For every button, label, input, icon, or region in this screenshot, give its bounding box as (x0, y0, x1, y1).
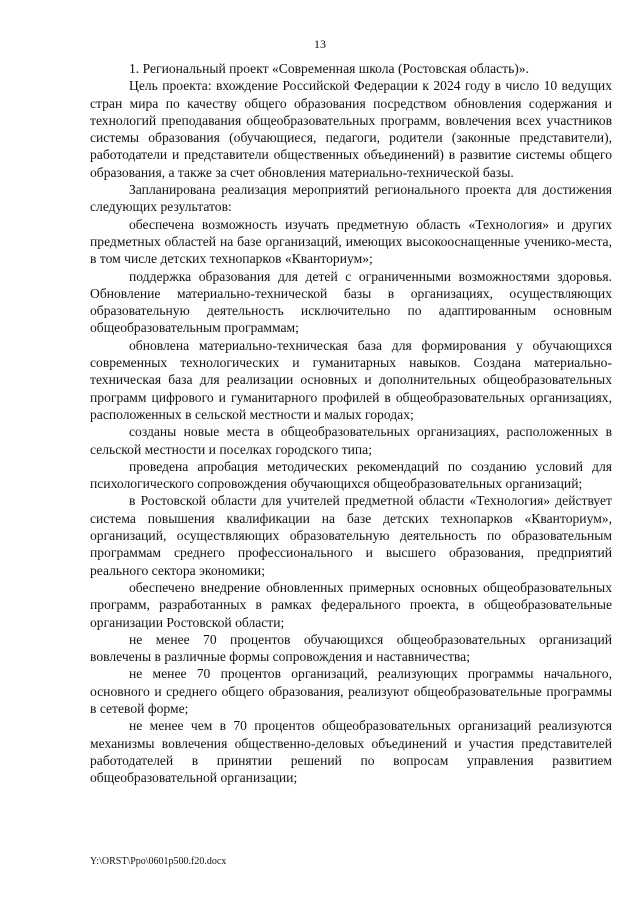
document-body (90, 60, 612, 786)
paragraph-result-psychological-support: проведена апробация методических рекомендаций по созданию условий для психологического сопровождения обучающихся общеобразовательных организаций; (90, 458, 612, 492)
paragraph-result-technology: обеспечена возможность изучать предметную область «Технология» и других предметных областей на базе организаций, имеющих высокооснащенные ученико-места, в том числе детских технопарков «Кванториум»; (90, 216, 612, 267)
page-number: 13 (314, 37, 326, 51)
paragraph-result-mentoring: не менее 70 процентов обучающихся общеобразовательных организаций вовлечены в различные формы сопровождения и наставничества; (90, 631, 612, 665)
paragraph-result-employer-participation: не менее чем в 70 процентов общеобразовательных организаций реализуются механизмы вовлечения общественно-деловых объединений и участия представителей работодателей в принятии решений по вопросам управления развитием общеобразовательной организации; (90, 718, 612, 786)
paragraph-result-network-programs: не менее 70 процентов организаций, реализующих программы начального, основного и среднего общего образования, реализуют общеобразовательные программы в сетевой форме; (90, 666, 612, 716)
paragraph-planned-results-intro: Запланирована реализация мероприятий регионального проекта для достижения следующих результатов: (90, 182, 612, 215)
paragraph-result-updated-programs: обеспечено внедрение обновленных примерных основных общеобразовательных программ, разработанных в рамках федерального проекта, в общеобразовательные организации Ростовской области; (90, 579, 612, 630)
paragraph-project-goal: Цель проекта: вхождение Российской Федерации к 2024 году в число 10 ведущих стран мира по качеству общего образования посредством обновления содержания и технологий преподавания общеобразовательных программ, вовлечения всех участников системы образования (обучающиеся, педагоги, родители (законные представители), работодатели и представители общественных объединений) в развитие системы общего образования, а также за счет обновления материально-технической базы. (90, 78, 612, 180)
paragraph-project-title: 1. Региональный проект «Современная школа (Ростовская область)». (129, 61, 529, 76)
paragraph-result-disabilities: поддержка образования для детей с ограниченными возможностями здоровья. Обновление материально-технической базы в организациях, осуществляющих образовательную деятельность исключительно по адаптированным основным общеобразовательным программам; (90, 268, 612, 336)
file-path-footer: Y:\ORST\Ppo\0601p500.f20.docx (90, 856, 227, 867)
paragraph-result-material-base: обновлена материально-техническая база для формирования у обучающихся современных технологических и гуманитарных навыков. Создана материально-техническая база для реализации основных и дополнительных общеобразовательных программ цифрового и гуманитарного профилей в общеобразовательных организациях, расположенных в сельской местности и малых городах; (90, 337, 612, 422)
paragraph-result-new-places: созданы новые места в общеобразовательных организациях, расположенных в сельской местности и поселках городского типа; (90, 424, 612, 457)
paragraph-result-teacher-training: в Ростовской области для учителей предметной области «Технология» действует система повышения квалификации на базе детских технопарков «Кванториум», организаций, осуществляющих образовательную деятельность по образовательным программам среднего профессионального и высшего образования, предприятий реального сектора экономики; (90, 493, 612, 578)
